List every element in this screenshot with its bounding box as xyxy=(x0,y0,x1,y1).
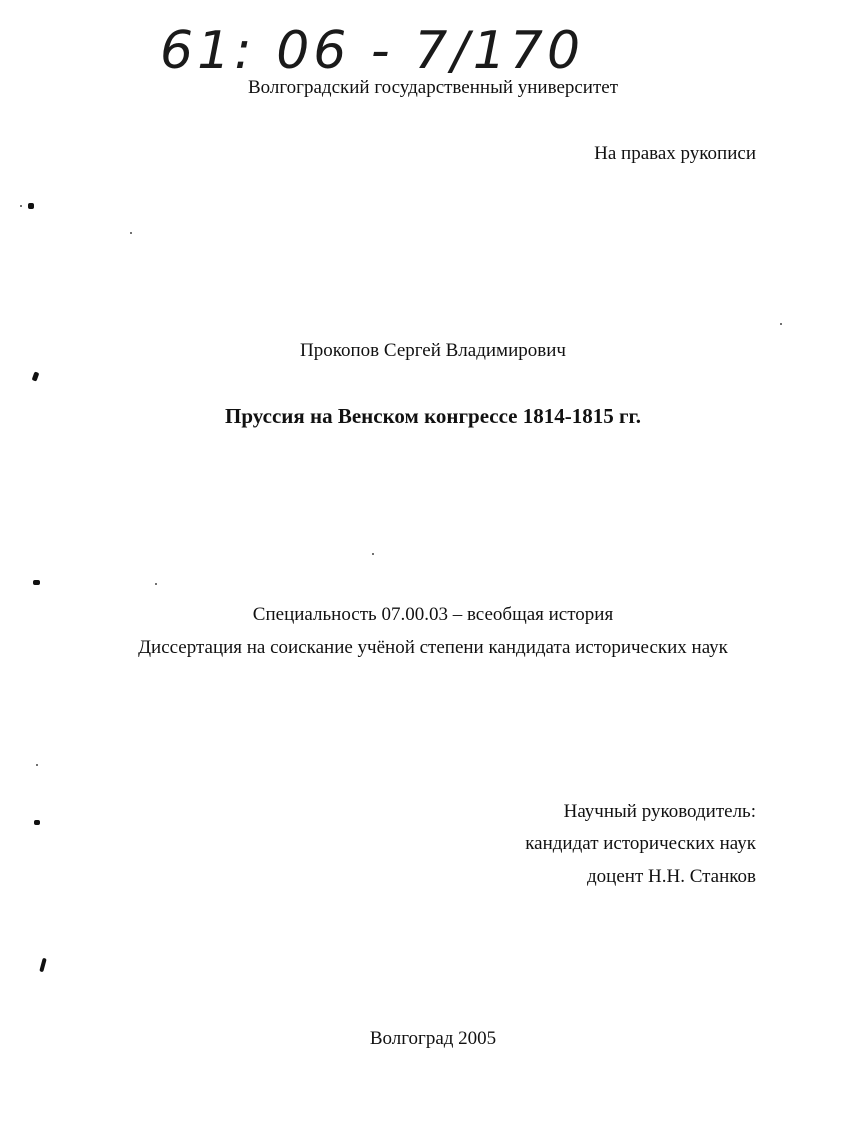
manuscript-rights-note: На правах рукописи xyxy=(594,143,756,164)
place-year: Волгоград 2005 xyxy=(369,1028,497,1049)
supervisor-label: Научный руководитель: xyxy=(563,801,756,822)
scan-speck xyxy=(36,764,38,766)
thesis-title: Пруссия на Венском конгрессе 1814-1815 гг. xyxy=(225,404,641,428)
supervisor-name: доцент Н.Н. Станков xyxy=(587,866,756,887)
scan-mark xyxy=(33,580,40,585)
author-name: Прокопов Сергей Владимирович xyxy=(300,340,566,361)
handwritten-number-text: 61: 06 - 7/170 xyxy=(160,21,585,81)
scan-speck xyxy=(20,205,22,207)
scan-speck xyxy=(130,232,132,234)
scan-mark xyxy=(32,371,40,381)
scan-speck xyxy=(372,553,374,555)
handwritten-archive-number xyxy=(160,18,585,81)
scan-speck xyxy=(780,323,782,325)
scan-speck xyxy=(155,583,157,585)
specialty-line: Специальность 07.00.03 – всеобщая история xyxy=(252,604,614,625)
scan-mark xyxy=(34,820,40,825)
degree-line: Диссертация на соискание учёной степени кандидата исторических наук xyxy=(138,637,728,658)
scan-mark xyxy=(39,958,46,973)
university-name: Волгоградский государственный университет xyxy=(247,77,619,98)
supervisor-degree: кандидат исторических наук xyxy=(525,833,756,854)
scan-mark xyxy=(28,203,34,209)
